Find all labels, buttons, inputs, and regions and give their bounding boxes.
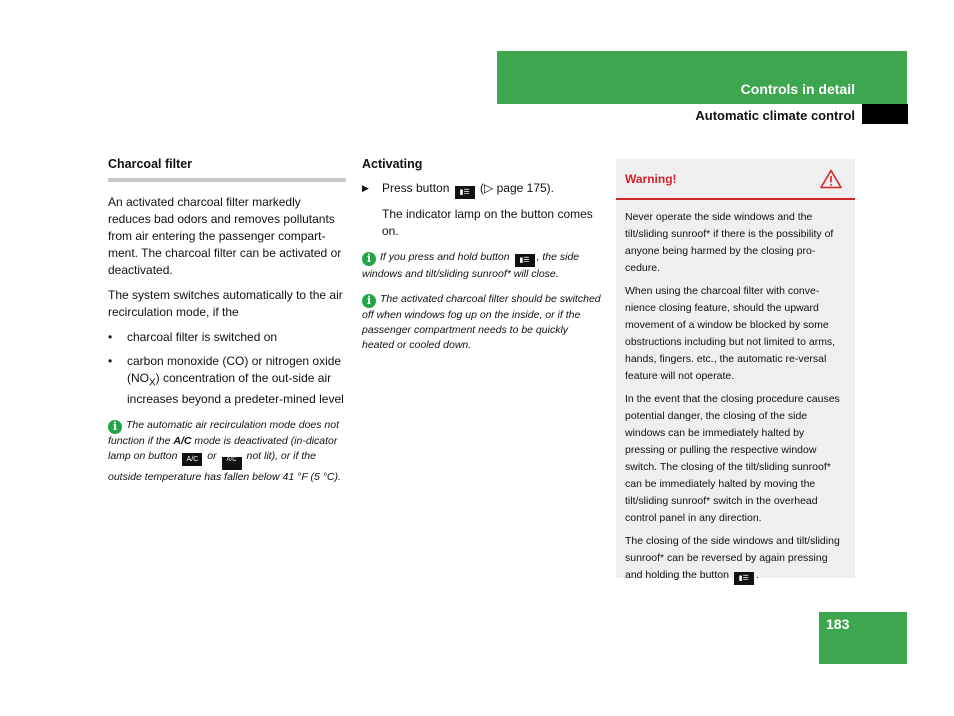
activating-column	[362, 156, 602, 353]
recirculation-conditions	[108, 329, 346, 408]
warning-text: The closing of the side windows and tilt/sliding sunroof* can be reversed by again pressing and holding the button	[625, 535, 840, 581]
warning-title: Warning!	[625, 172, 677, 186]
warning-triangle-icon	[820, 169, 842, 189]
activation-step	[362, 180, 602, 199]
note-text: The activated charcoal filter should be switched off when windows fog up on the inside, or if the passenger compartment needs to be quickly heated or cooled down.	[362, 293, 601, 351]
charcoal-filter-heading: Charcoal filter	[108, 157, 193, 171]
info-note-hold-button	[362, 250, 602, 282]
charcoal-filter-button-icon: ▮☰	[515, 254, 535, 267]
note-text: , the side windows and tilt/sliding sunroof* will close.	[362, 251, 580, 280]
warning-paragraph: In the event that the closing procedure causes potential danger, the closing of the side windows can be immediately halted by pressing or pulling the respective window switch. The closing of the tilt/sliding sunroof* can be immediately halted by moving the tilt/sliding sunroof* switch in the overhead control panel in any direction.	[625, 393, 840, 524]
step-arrow-icon: ▶	[362, 183, 369, 193]
info-icon: i	[362, 252, 376, 266]
warning-paragraph: Never operate the side windows and the tilt/sliding sunroof* if there is the possibility of anyone being harmed by the closing pro-cedure.	[625, 211, 834, 274]
warning-paragraph	[625, 533, 846, 585]
info-note-switch-off	[362, 292, 602, 353]
subscript-x: X	[149, 377, 156, 389]
charcoal-filter-description: An activated charcoal filter markedly reduces bad odors and removes pollutants from air entering the passenger compart-ment. The charcoal filter can be activated or deactivated.	[108, 195, 342, 277]
bullet-text: carbon monoxide (CO) or nitrogen oxide (NO	[127, 354, 342, 385]
recirculation-intro: The system switches automatically to the air recirculation mode, if the	[108, 288, 343, 319]
list-item	[108, 353, 346, 408]
note-text: If you press and hold button	[380, 251, 513, 263]
note-text: or	[204, 450, 220, 463]
warning-paragraph: When using the charcoal filter with conve-nience closing feature, should the upward movement of a window be blocked by some obstructions including but not limited to arms, hands, fingers. etc., the automatic re-versal feature will not operate.	[625, 285, 836, 382]
info-note-recirculation	[108, 418, 346, 485]
list-item	[108, 329, 346, 346]
info-icon: i	[108, 420, 122, 434]
step-result: The indicator lamp on the button comes on.	[382, 207, 593, 238]
page-number: 183	[826, 616, 850, 632]
note-text: mode is deactivated (in-dicator lamp on button	[108, 435, 338, 463]
page-reference: (▷ page 175).	[476, 181, 554, 195]
activating-heading: Activating	[362, 157, 423, 171]
bullet-text: charcoal filter is switched on	[127, 330, 278, 344]
section-tab-marker	[862, 104, 908, 124]
warning-header	[616, 159, 855, 200]
charcoal-filter-button-icon: ▮☰	[734, 572, 754, 585]
charcoal-filter-column	[108, 156, 346, 485]
section-title: Controls in detail	[740, 81, 855, 97]
ac-button-alt-icon: A/C	[222, 457, 242, 470]
note-text: The automatic air recirculation mode does not function if the	[108, 419, 340, 448]
warning-box	[616, 159, 855, 582]
warning-text: .	[755, 569, 759, 581]
heading-rule	[108, 178, 346, 182]
step-text: Press button	[382, 181, 453, 195]
ac-mode-label: A/C	[173, 435, 192, 448]
warning-body	[616, 200, 855, 585]
ac-button-icon: A/C	[182, 453, 202, 466]
bullet-text-cont: ) concentration of the out-side air increases beyond a predeter-mined level	[127, 371, 344, 407]
charcoal-filter-button-icon: ▮☰	[455, 186, 475, 199]
header-band	[497, 51, 907, 104]
note-text: not lit), or if the outside temperature has fallen below 41 °F (5 °C).	[108, 450, 341, 484]
info-icon: i	[362, 294, 376, 308]
page-number-band	[819, 612, 907, 664]
subsection-title: Automatic climate control	[695, 108, 855, 123]
